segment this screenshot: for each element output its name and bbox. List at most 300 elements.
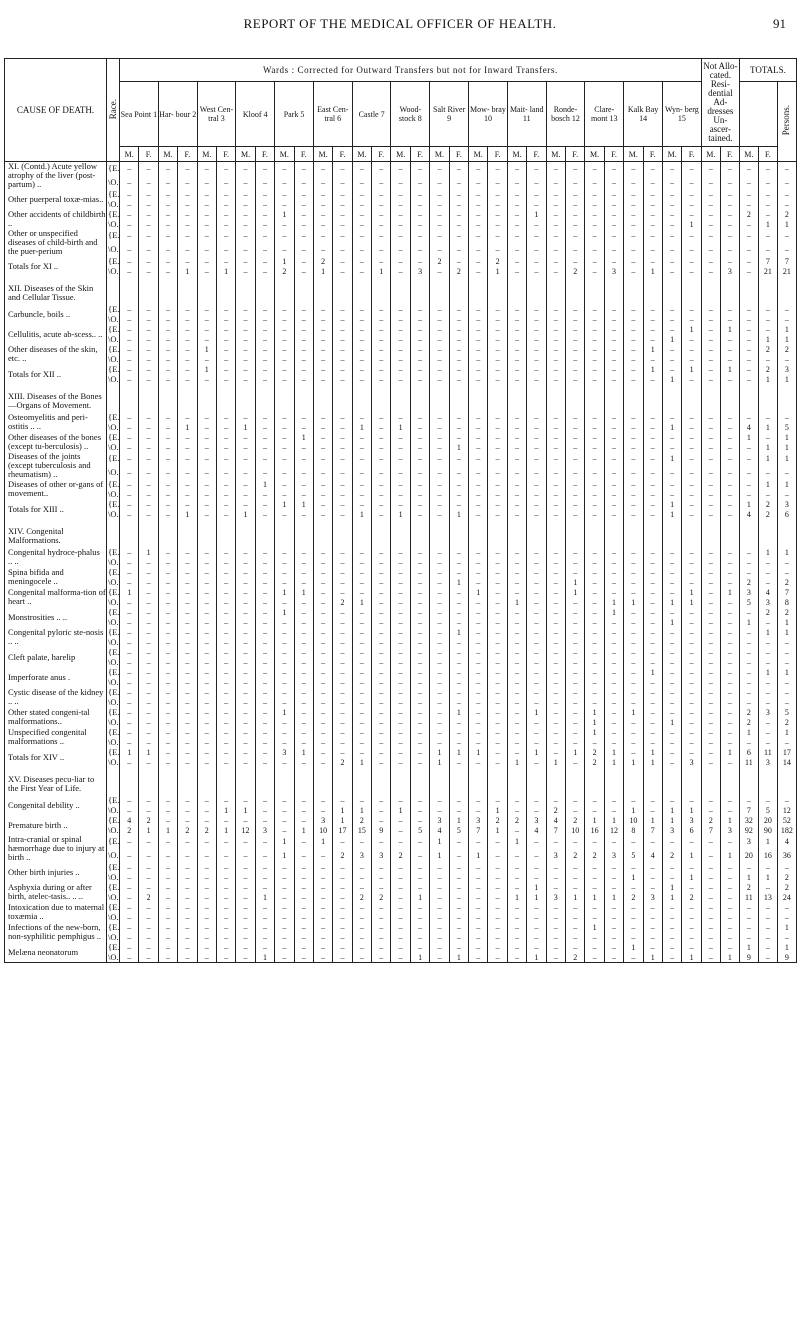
count-cell: – [333,547,352,557]
count-cell: – [391,677,410,687]
count-cell: – [566,737,585,747]
count-cell: – [410,509,429,519]
count-cell: – [391,432,410,442]
count-cell: – [178,162,197,176]
count-cell: – [430,334,449,344]
count-cell: – [546,577,565,587]
count-cell: 16 [585,825,604,835]
count-cell: – [352,747,371,757]
count-cell: – [178,189,197,199]
count-cell: – [701,617,720,627]
count-cell: – [469,637,488,647]
count-cell: – [449,243,468,257]
count-cell: 1 [682,872,702,882]
count-cell: – [430,637,449,647]
count-cell: – [236,727,255,737]
count-cell: – [507,922,526,932]
count-cell: – [449,466,468,480]
count-cell: – [585,422,604,432]
count-cell: 3 [546,849,565,863]
count-cell: – [333,697,352,707]
cause-label: XI. (Contd.) Acute yellow atrophy of the liver (post-partum) .. [8,161,97,189]
count-cell: – [139,872,158,882]
table-row [5,314,797,324]
table-row [5,667,797,677]
cause-label: Carbuncle, boils .. [8,308,71,319]
count-cell: – [624,334,643,344]
count-cell: – [624,587,643,597]
count-cell: – [546,229,565,243]
count-cell: 3 [777,499,796,509]
race-label: \O. [107,243,120,257]
count-cell: – [391,902,410,912]
count-cell: – [701,747,720,757]
count-cell: – [527,509,546,519]
count-cell: – [294,597,313,607]
count-cell: – [604,466,623,480]
count-cell: – [546,862,565,872]
count-cell: – [449,344,468,354]
count-cell: – [139,677,158,687]
count-cell: – [624,567,643,577]
count-cell: – [410,412,429,422]
count-cell: – [275,229,294,243]
count-cell: 2 [139,815,158,825]
count-cell: – [158,849,177,863]
count-cell: 3 [662,825,681,835]
count-cell: – [566,499,585,509]
table-row [5,354,797,364]
count-cell: – [158,209,177,219]
count-cell: – [372,747,391,757]
count-cell: – [682,647,702,657]
count-cell: – [216,707,235,717]
count-cell: – [275,805,294,815]
count-cell: – [410,256,429,266]
count-cell: – [720,432,739,442]
count-cell: – [391,354,410,364]
count-cell: – [701,412,720,422]
count-cell: – [488,489,507,499]
count-cell: – [352,229,371,243]
race-label: \O. [108,616,119,627]
race-label: \O. [107,176,120,189]
count-cell: – [643,547,662,557]
count-cell: – [313,509,332,519]
count-cell: – [120,717,139,727]
count-cell: – [372,617,391,627]
count-cell: – [643,334,662,344]
count-cell: – [546,902,565,912]
count-cell: – [391,324,410,334]
count-cell: – [430,587,449,597]
count-cell: – [701,597,720,607]
count-cell: – [469,354,488,364]
count-cell: – [701,314,720,324]
count-cell: – [701,334,720,344]
count-cell: – [701,442,720,452]
count-cell: – [120,805,139,815]
count-cell: – [178,432,197,442]
count-cell: – [566,334,585,344]
race-label: {E. [107,835,120,849]
count-cell: – [255,304,274,314]
count-cell: 1 [662,892,681,902]
count-cell: – [236,815,255,825]
count-cell: – [139,442,158,452]
count-cell: – [777,314,796,324]
count-cell: – [643,189,662,199]
count-cell: 2 [566,849,585,863]
female-col-header: F. [255,147,274,162]
count-cell: – [236,707,255,717]
count-cell: – [527,727,546,737]
count-cell: – [178,577,197,587]
count-cell: – [566,657,585,667]
count-cell: – [255,849,274,863]
count-cell: – [352,872,371,882]
count-cell: – [313,667,332,677]
count-cell: – [527,266,546,276]
count-cell: – [158,815,177,825]
count-cell: – [449,687,468,697]
count-cell: – [701,737,720,747]
count-cell: – [662,266,681,276]
count-cell: – [643,922,662,932]
table-row [5,902,797,912]
count-cell: – [372,952,391,963]
count-cell: – [546,479,565,489]
count-cell: 1 [488,825,507,835]
count-cell: – [662,835,681,849]
count-cell: – [158,677,177,687]
count-cell: – [566,243,585,257]
count-cell: – [662,952,681,963]
count-cell: – [372,557,391,567]
count-cell: – [527,597,546,607]
count-cell: – [197,862,216,872]
count-cell: – [430,597,449,607]
count-cell: 3 [255,825,274,835]
count-cell: – [701,882,720,892]
count-cell: – [739,737,758,747]
count-cell: – [430,199,449,209]
count-cell: 1 [294,587,313,597]
count-cell: – [236,442,255,452]
count-cell: – [546,324,565,334]
count-cell: – [546,189,565,199]
count-cell: – [488,657,507,667]
count-cell: – [449,727,468,737]
count-cell: – [139,707,158,717]
count-cell: 1 [449,509,468,519]
count-cell: – [236,942,255,952]
count-cell: – [352,344,371,354]
count-cell: – [624,677,643,687]
count-cell: – [391,647,410,657]
count-cell: – [488,795,507,805]
count-cell: – [507,737,526,747]
count-cell: – [662,862,681,872]
count-cell: – [255,334,274,344]
count-cell: 1 [777,617,796,627]
count-cell: – [624,737,643,747]
count-cell: – [178,314,197,324]
count-cell: – [430,912,449,922]
count-cell: – [720,199,739,209]
count-cell: – [469,314,488,324]
count-cell: – [197,219,216,229]
count-cell: – [488,677,507,687]
count-cell: – [777,162,796,176]
count-cell: – [139,737,158,747]
count-cell: – [527,162,546,176]
female-col-header: F. [488,147,507,162]
count-cell: – [662,902,681,912]
count-cell: – [701,932,720,942]
count-cell: – [546,374,565,384]
count-cell: – [585,687,604,697]
count-cell: – [294,442,313,452]
count-cell: – [430,687,449,697]
count-cell: – [120,243,139,257]
count-cell: 1 [777,627,796,637]
count-cell: – [236,912,255,922]
count-cell: – [488,942,507,952]
count-cell: – [566,199,585,209]
count-cell: – [352,256,371,266]
count-cell: 1 [255,892,274,902]
count-cell: – [216,466,235,480]
count-cell: – [777,199,796,209]
count-cell: – [197,422,216,432]
count-cell: – [313,162,332,176]
count-cell: – [139,266,158,276]
count-cell: – [178,617,197,627]
count-cell: – [469,805,488,815]
count-cell: 2 [352,815,371,825]
count-cell: – [139,422,158,432]
count-cell: – [158,872,177,882]
count-cell: – [216,795,235,805]
count-cell: – [585,902,604,912]
count-cell: – [527,835,546,849]
count-cell: – [197,509,216,519]
count-cell: – [585,229,604,243]
count-cell: – [158,922,177,932]
count-cell: – [430,219,449,229]
count-cell: – [507,932,526,942]
count-cell: – [488,432,507,442]
count-cell: – [624,509,643,519]
table-row [5,162,797,176]
count-cell: – [236,902,255,912]
count-cell: – [275,717,294,727]
table-row [5,432,797,442]
race-label: {E. [108,546,120,557]
count-cell: – [255,687,274,697]
count-cell: 1 [566,747,585,757]
count-cell: 3 [682,815,702,825]
count-cell: – [777,902,796,912]
count-cell: – [216,657,235,667]
count-cell: – [255,509,274,519]
count-cell: – [566,932,585,942]
count-cell: – [604,442,623,452]
count-cell: – [469,627,488,637]
count-cell: – [255,266,274,276]
count-cell: – [507,229,526,243]
count-cell: – [488,334,507,344]
count-cell: – [333,637,352,647]
count-cell: 1 [777,324,796,334]
count-cell: – [410,189,429,199]
race-label: \O. [108,508,119,519]
count-cell: – [178,547,197,557]
count-cell: – [197,243,216,257]
count-cell: 1 [275,587,294,597]
count-cell: – [333,334,352,344]
count-cell: – [275,667,294,677]
count-cell: – [682,304,702,314]
count-cell: – [624,354,643,364]
count-cell: – [236,354,255,364]
count-cell: – [643,509,662,519]
count-cell: – [449,229,468,243]
count-cell: – [372,314,391,324]
table-row [5,334,797,344]
count-cell: – [275,872,294,882]
count-cell: 2 [739,209,758,219]
count-cell: – [391,499,410,509]
count-cell: – [216,479,235,489]
count-cell: – [527,587,546,597]
count-cell: – [372,607,391,617]
table-row [5,717,797,727]
count-cell: – [720,932,739,942]
count-cell: – [507,657,526,667]
count-cell: – [507,902,526,912]
count-cell: – [643,452,662,466]
count-cell: – [313,432,332,442]
count-cell: – [158,647,177,657]
count-cell: – [236,872,255,882]
count-cell: 1 [682,324,702,334]
count-cell: – [236,209,255,219]
count-cell: – [391,442,410,452]
count-cell: – [701,452,720,466]
count-cell: – [662,932,681,942]
count-cell: 1 [488,805,507,815]
count-cell: – [546,795,565,805]
count-cell: – [294,219,313,229]
count-cell: – [139,862,158,872]
table-row [5,452,797,466]
count-cell: – [469,952,488,963]
count-cell: – [643,607,662,617]
count-cell: 1 [720,364,739,374]
count-cell: – [469,412,488,422]
count-cell: – [372,872,391,882]
count-cell: – [624,432,643,442]
count-cell: – [643,647,662,657]
count-cell: – [527,647,546,657]
count-cell: – [120,872,139,882]
count-cell: – [313,442,332,452]
count-cell: – [391,825,410,835]
count-cell: – [449,942,468,952]
count-cell: – [662,304,681,314]
male-col-header: M. [275,147,294,162]
count-cell: – [216,637,235,647]
count-cell: – [682,637,702,647]
count-cell: – [216,219,235,229]
count-cell: – [488,209,507,219]
count-cell: – [624,209,643,219]
female-col-header: F. [720,147,739,162]
count-cell: – [158,795,177,805]
count-cell: – [294,266,313,276]
count-cell: – [507,243,526,257]
count-cell: 1 [352,422,371,432]
count-cell: – [372,442,391,452]
count-cell: – [566,374,585,384]
count-cell: – [566,452,585,466]
count-cell: – [777,795,796,805]
count-cell: 4 [430,825,449,835]
count-cell: – [139,587,158,597]
count-cell: – [313,314,332,324]
persons-header: Persons. [777,82,796,162]
count-cell: – [120,849,139,863]
count-cell: – [158,657,177,667]
count-cell: – [313,617,332,627]
race-label: {E. [108,941,120,952]
count-cell: – [139,617,158,627]
count-cell: 3 [720,266,739,276]
count-cell: – [507,687,526,697]
count-cell: – [372,364,391,374]
count-cell: – [643,657,662,667]
count-cell: – [391,737,410,747]
count-cell: – [352,479,371,489]
count-cell: – [275,757,294,767]
count-cell: 2 [546,805,565,815]
count-cell: – [527,422,546,432]
count-cell: – [682,677,702,687]
count-cell: – [624,687,643,697]
count-cell: – [275,557,294,567]
count-cell: 1 [739,617,758,627]
count-cell: – [488,229,507,243]
count-cell: – [527,795,546,805]
count-cell: – [546,266,565,276]
table-row [5,805,797,815]
count-cell: – [216,892,235,902]
count-cell: – [507,499,526,509]
count-cell: 2 [682,892,702,902]
count-cell: – [469,509,488,519]
count-cell: – [410,479,429,489]
count-cell: – [662,795,681,805]
count-cell: – [643,637,662,647]
count-cell: – [604,667,623,677]
count-cell: – [527,344,546,354]
ward-header: Sea Point 1 [120,82,159,147]
count-cell: – [624,314,643,324]
count-cell: – [469,229,488,243]
count-cell: – [566,647,585,657]
